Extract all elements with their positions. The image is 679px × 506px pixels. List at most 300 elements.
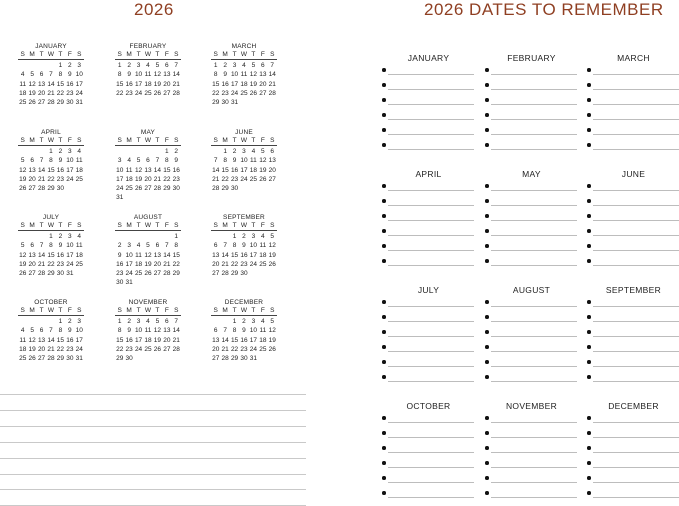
- day-number: 9: [174, 157, 179, 165]
- weekday-label: S: [77, 51, 82, 58]
- day-number: 10: [134, 71, 143, 79]
- entry-line: [388, 220, 474, 221]
- mini-month-name: JULY: [42, 214, 60, 221]
- day-number: 12: [19, 166, 27, 174]
- day-number: 14: [172, 327, 180, 335]
- remember-entry[interactable]: [383, 227, 474, 236]
- weekday-label: M: [126, 137, 132, 144]
- day-number: 12: [134, 166, 143, 174]
- remember-entry[interactable]: [383, 197, 474, 206]
- day-number: 11: [125, 166, 133, 174]
- bullet-icon: [382, 375, 386, 379]
- day-number: 27: [212, 270, 220, 278]
- notes-line: [0, 442, 306, 443]
- weekday-label: T: [136, 222, 141, 229]
- weekday-header: [115, 222, 181, 231]
- day-number: 5: [30, 327, 34, 335]
- remember-entry[interactable]: [383, 81, 474, 90]
- weekday-label: F: [67, 307, 72, 314]
- day-number: 15: [212, 80, 220, 88]
- mini-month-name: SEPTEMBER: [223, 214, 265, 221]
- day-number: 29: [47, 270, 55, 278]
- bullet-icon: [485, 431, 489, 435]
- remember-month-may: [486, 169, 577, 269]
- day-number: 16: [56, 251, 65, 259]
- remember-entry[interactable]: [486, 358, 577, 367]
- day-number: 27: [37, 355, 46, 363]
- weekday-label: T: [251, 222, 256, 229]
- day-number: 20: [28, 175, 36, 183]
- remember-entry[interactable]: [486, 257, 577, 266]
- remember-month-name: MAY: [522, 169, 541, 179]
- weekday-label: M: [222, 307, 228, 314]
- day-number: 6: [213, 242, 218, 250]
- day-grid: [18, 61, 84, 107]
- day-number: 25: [75, 260, 83, 268]
- remember-entry[interactable]: [588, 444, 679, 453]
- day-number: 3: [242, 148, 246, 155]
- weekday-label: W: [240, 307, 248, 314]
- remember-entry[interactable]: [588, 197, 679, 206]
- remember-entry[interactable]: [486, 81, 577, 90]
- day-number: 2: [127, 318, 131, 325]
- weekday-label: M: [29, 137, 35, 144]
- weekday-label: W: [47, 137, 55, 144]
- remember-entry[interactable]: [486, 373, 577, 382]
- entry-line: [388, 265, 474, 266]
- weekday-label: M: [29, 222, 35, 229]
- remember-entry[interactable]: [588, 328, 679, 337]
- day-number: 19: [19, 175, 27, 183]
- day-number: 4: [251, 148, 256, 155]
- bullet-icon: [382, 300, 386, 304]
- day-number: 4: [20, 327, 25, 335]
- entry-line: [491, 220, 577, 221]
- remember-entry[interactable]: [588, 298, 679, 307]
- remember-entry[interactable]: [486, 197, 577, 206]
- day-number: 4: [242, 62, 246, 69]
- weekday-label: S: [270, 137, 275, 144]
- day-number: 21: [37, 260, 46, 268]
- blank-day: [115, 232, 124, 241]
- remember-entry[interactable]: [486, 328, 577, 337]
- remember-entry[interactable]: [383, 182, 474, 191]
- remember-entry[interactable]: [383, 474, 474, 483]
- bullet-icon: [382, 244, 386, 248]
- remember-month-december: [588, 401, 679, 501]
- blank-day: [46, 61, 55, 70]
- day-grid: [211, 317, 277, 363]
- entry-line: [593, 220, 679, 221]
- day-number: 8: [223, 157, 227, 165]
- weekday-label: W: [240, 137, 248, 144]
- entry-line: [491, 381, 577, 382]
- entry-line: [593, 366, 679, 367]
- entry-line: [388, 235, 474, 236]
- remember-entry[interactable]: [383, 328, 474, 337]
- day-grid: [211, 147, 277, 193]
- day-number: 21: [153, 175, 162, 183]
- blank-day: [115, 147, 124, 156]
- day-number: 3: [127, 242, 131, 250]
- weekday-label: W: [47, 307, 55, 314]
- day-number: 15: [116, 80, 124, 88]
- day-number: 5: [261, 148, 265, 155]
- bullet-icon: [382, 345, 386, 349]
- day-number: 26: [144, 270, 152, 278]
- remember-entry[interactable]: [486, 474, 577, 483]
- bullet-icon: [587, 476, 591, 480]
- weekday-label: W: [144, 222, 152, 229]
- day-number: 12: [153, 71, 162, 79]
- day-number: 20: [259, 80, 267, 88]
- day-number: 27: [153, 270, 162, 278]
- weekday-label: S: [117, 51, 122, 58]
- entry-line: [388, 366, 474, 367]
- day-number: 23: [56, 260, 65, 268]
- day-number: 4: [77, 148, 82, 155]
- bullet-icon: [382, 229, 386, 233]
- remember-entry[interactable]: [486, 182, 577, 191]
- weekday-label: W: [47, 51, 55, 58]
- day-number: 22: [163, 175, 171, 183]
- day-number: 15: [163, 166, 171, 174]
- remember-entry[interactable]: [486, 343, 577, 352]
- day-number: 16: [240, 336, 248, 344]
- day-number: 19: [268, 251, 276, 259]
- remember-entry[interactable]: [588, 313, 679, 322]
- remember-entry[interactable]: [383, 489, 474, 498]
- remember-month-name: FEBRUARY: [507, 53, 556, 63]
- day-number: 6: [165, 318, 169, 325]
- remember-entry[interactable]: [588, 343, 679, 352]
- day-number: 29: [163, 185, 171, 193]
- bullet-icon: [587, 431, 591, 435]
- weekday-label: W: [240, 51, 248, 58]
- mini-month-name: NOVEMBER: [128, 299, 168, 306]
- entry-line: [491, 306, 577, 307]
- remember-entry[interactable]: [588, 257, 679, 266]
- day-number: 18: [75, 251, 83, 259]
- remember-entry[interactable]: [486, 242, 577, 251]
- remember-entry[interactable]: [588, 373, 679, 382]
- entry-line: [491, 467, 577, 468]
- weekday-label: M: [222, 137, 228, 144]
- day-number: 30: [56, 270, 65, 278]
- remember-entry[interactable]: [588, 227, 679, 236]
- remember-entry[interactable]: [486, 489, 577, 498]
- bullet-icon: [587, 375, 591, 379]
- day-number: 25: [19, 355, 27, 363]
- bullet-icon: [587, 244, 591, 248]
- remember-entry[interactable]: [486, 313, 577, 322]
- remember-entry[interactable]: [383, 96, 474, 105]
- remember-entry[interactable]: [588, 96, 679, 105]
- day-number: 26: [268, 345, 276, 353]
- remember-entry[interactable]: [486, 212, 577, 221]
- weekday-label: W: [144, 307, 152, 314]
- mini-month-may: [115, 129, 181, 203]
- day-number: 27: [268, 175, 276, 183]
- remember-entry[interactable]: [383, 429, 474, 438]
- day-number: 30: [66, 99, 74, 107]
- day-number: 10: [75, 71, 83, 79]
- bullet-icon: [587, 259, 591, 263]
- remember-entry[interactable]: [383, 257, 474, 266]
- day-number: 26: [153, 345, 162, 353]
- remember-entry[interactable]: [486, 126, 577, 135]
- remember-entry[interactable]: [486, 298, 577, 307]
- day-number: 16: [230, 166, 239, 174]
- bullet-icon: [587, 199, 591, 203]
- entry-line: [593, 89, 679, 90]
- entry-line: [593, 467, 679, 468]
- day-number: 8: [213, 71, 218, 79]
- entry-line: [491, 205, 577, 206]
- entry-line: [593, 306, 679, 307]
- day-number: 14: [212, 166, 220, 174]
- weekday-label: M: [222, 222, 228, 229]
- remember-entry[interactable]: [486, 429, 577, 438]
- remember-entry[interactable]: [383, 358, 474, 367]
- remember-month-march: [588, 53, 679, 153]
- day-number: 30: [172, 185, 180, 193]
- day-number: 22: [56, 89, 65, 97]
- bullet-icon: [587, 229, 591, 233]
- day-number: 1: [232, 233, 237, 240]
- bullet-icon: [485, 214, 489, 218]
- weekday-label: W: [144, 51, 152, 58]
- remember-entry[interactable]: [383, 126, 474, 135]
- weekday-label: F: [164, 222, 169, 229]
- weekday-label: S: [174, 307, 179, 314]
- day-number: 24: [66, 175, 74, 183]
- remember-entry[interactable]: [383, 111, 474, 120]
- day-number: 12: [153, 327, 162, 335]
- remember-entry[interactable]: [383, 373, 474, 382]
- bullet-icon: [587, 300, 591, 304]
- remember-entry[interactable]: [588, 126, 679, 135]
- blank-day: [134, 232, 143, 241]
- day-number: 28: [221, 270, 229, 278]
- day-number: 19: [153, 336, 162, 344]
- remember-entry[interactable]: [383, 242, 474, 251]
- day-number: 18: [249, 166, 258, 174]
- day-number: 9: [127, 71, 131, 79]
- day-number: 27: [28, 270, 36, 278]
- remember-entry[interactable]: [588, 81, 679, 90]
- entry-line: [388, 321, 474, 322]
- bullet-icon: [382, 68, 386, 72]
- day-number: 10: [249, 242, 258, 250]
- day-number: 10: [249, 327, 258, 335]
- remember-entry[interactable]: [383, 414, 474, 423]
- day-number: 17: [66, 251, 74, 259]
- day-number: 21: [172, 336, 180, 344]
- remember-entry[interactable]: [486, 227, 577, 236]
- day-number: 13: [212, 251, 220, 259]
- remember-entry[interactable]: [588, 242, 679, 251]
- remember-entry[interactable]: [486, 459, 577, 468]
- day-number: 14: [268, 71, 276, 79]
- day-number: 27: [259, 89, 267, 97]
- day-number: 14: [37, 251, 46, 259]
- bullet-icon: [485, 128, 489, 132]
- remember-month-august: [486, 285, 577, 385]
- day-number: 29: [56, 355, 65, 363]
- remember-month-name: DECEMBER: [608, 401, 659, 411]
- weekday-header: [18, 222, 84, 231]
- day-number: 19: [249, 80, 258, 88]
- remember-month-february: [486, 53, 577, 153]
- day-number: 6: [213, 327, 218, 335]
- day-number: 11: [75, 242, 83, 250]
- day-number: 20: [153, 260, 162, 268]
- day-number: 9: [68, 71, 72, 79]
- remember-entry[interactable]: [383, 313, 474, 322]
- bullet-icon: [485, 113, 489, 117]
- day-number: 21: [268, 80, 276, 88]
- bullet-icon: [587, 98, 591, 102]
- weekday-label: F: [164, 51, 169, 58]
- day-grid: [18, 232, 84, 278]
- weekday-label: W: [240, 222, 248, 229]
- day-number: 1: [58, 318, 63, 325]
- entry-line: [491, 351, 577, 352]
- remember-entry[interactable]: [588, 358, 679, 367]
- day-number: 7: [39, 242, 44, 250]
- weekday-label: F: [260, 222, 265, 229]
- remember-entry[interactable]: [486, 414, 577, 423]
- blank-day: [27, 147, 36, 156]
- remember-entry[interactable]: [588, 111, 679, 120]
- day-number: 19: [259, 166, 267, 174]
- day-number: 17: [116, 175, 124, 183]
- day-number: 6: [155, 242, 160, 250]
- entry-line: [593, 190, 679, 191]
- bullet-icon: [382, 461, 386, 465]
- remember-entry[interactable]: [588, 429, 679, 438]
- remember-entry[interactable]: [588, 182, 679, 191]
- day-number: 28: [37, 185, 46, 193]
- bullet-icon: [485, 360, 489, 364]
- remember-entry[interactable]: [486, 111, 577, 120]
- day-number: 21: [163, 260, 171, 268]
- day-number: 10: [75, 327, 83, 335]
- remember-entry[interactable]: [486, 66, 577, 75]
- day-number: 6: [165, 62, 169, 69]
- day-number: 22: [212, 89, 220, 97]
- weekday-label: W: [144, 137, 152, 144]
- remember-entry[interactable]: [383, 212, 474, 221]
- remember-entry[interactable]: [588, 459, 679, 468]
- remember-entry[interactable]: [383, 459, 474, 468]
- entry-line: [388, 482, 474, 483]
- entry-line: [388, 119, 474, 120]
- remember-entry[interactable]: [383, 141, 474, 150]
- day-number: 31: [230, 99, 239, 107]
- day-number: 11: [144, 71, 152, 79]
- blank-day: [211, 147, 220, 156]
- weekday-label: S: [213, 51, 218, 58]
- day-number: 31: [116, 194, 124, 202]
- bullet-icon: [382, 259, 386, 263]
- blank-day: [27, 61, 36, 70]
- day-number: 16: [66, 80, 74, 88]
- blank-day: [37, 232, 46, 241]
- weekday-label: S: [174, 222, 179, 229]
- entry-line: [491, 250, 577, 251]
- day-number: 4: [136, 242, 141, 250]
- bullet-icon: [382, 83, 386, 87]
- remember-entry[interactable]: [486, 96, 577, 105]
- day-number: 13: [28, 166, 36, 174]
- day-number: 8: [232, 327, 237, 335]
- day-number: 25: [249, 175, 258, 183]
- day-number: 16: [66, 336, 74, 344]
- entry-line: [593, 482, 679, 483]
- remember-month-name: OCTOBER: [406, 401, 451, 411]
- remember-entry[interactable]: [383, 444, 474, 453]
- day-number: 28: [47, 355, 55, 363]
- day-number: 10: [66, 242, 74, 250]
- entry-line: [491, 321, 577, 322]
- remember-month-name: JANUARY: [407, 53, 450, 63]
- remember-month-name: NOVEMBER: [505, 401, 558, 411]
- day-number: 30: [240, 355, 248, 363]
- weekday-label: F: [164, 137, 169, 144]
- remember-entry[interactable]: [383, 66, 474, 75]
- day-number: 9: [242, 242, 246, 250]
- mini-month-december: [211, 299, 277, 363]
- entry-line: [593, 205, 679, 206]
- day-number: 29: [212, 99, 220, 107]
- remember-entry[interactable]: [588, 66, 679, 75]
- entry-line: [491, 119, 577, 120]
- remember-entry[interactable]: [588, 414, 679, 423]
- day-number: 11: [250, 157, 257, 165]
- remember-entry[interactable]: [588, 474, 679, 483]
- remember-entry[interactable]: [588, 141, 679, 150]
- entry-line: [388, 437, 474, 438]
- remember-entry[interactable]: [486, 444, 577, 453]
- entry-line: [491, 497, 577, 498]
- day-number: 20: [268, 166, 276, 174]
- remember-entry[interactable]: [588, 489, 679, 498]
- day-number: 31: [66, 270, 74, 278]
- day-number: 8: [58, 71, 63, 79]
- day-number: 11: [259, 242, 267, 250]
- remember-entry[interactable]: [486, 141, 577, 150]
- remember-entry[interactable]: [383, 343, 474, 352]
- weekday-label: T: [58, 51, 63, 58]
- weekday-label: T: [155, 51, 160, 58]
- day-number: 18: [134, 260, 143, 268]
- day-number: 17: [249, 336, 258, 344]
- remember-entry[interactable]: [383, 298, 474, 307]
- day-number: 21: [212, 175, 220, 183]
- remember-month-name: MARCH: [617, 53, 650, 63]
- day-number: 16: [125, 80, 133, 88]
- weekday-label: T: [232, 137, 237, 144]
- day-number: 4: [127, 157, 131, 165]
- weekday-label: T: [251, 137, 256, 144]
- notes-line: [0, 410, 306, 411]
- remember-entry[interactable]: [588, 212, 679, 221]
- bullet-icon: [587, 68, 591, 72]
- day-number: 7: [49, 327, 53, 335]
- day-number: 6: [270, 148, 275, 155]
